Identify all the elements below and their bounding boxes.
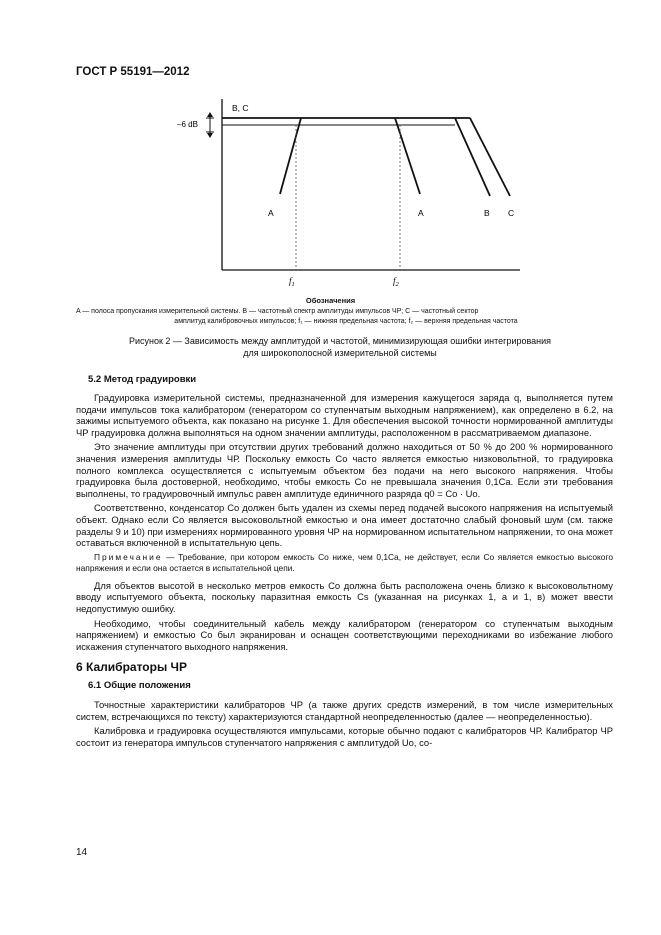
legend-line-1: A — полоса пропускания измерительной системы. B — частотный спектр амплитуды импульсов ЧР; C — частотный сектор: [76, 308, 479, 315]
section-6-1-paragraph-2: Калибровка и градуировка осуществляются импульсами, которые обычно подают с калибраторов ЧР. Калибратор ЧР состоит из генератора импульсов ступенчатого напряжения с амплитудой Uо, со-: [76, 725, 613, 749]
section-5-2-note: [76, 552, 613, 574]
curve-a-left: [280, 118, 301, 194]
section-6-1-heading: 6.1 Общие положения: [88, 680, 191, 692]
f2-label: $f_2$: [393, 276, 399, 288]
curve-b: [455, 118, 490, 196]
section-5-2-paragraph-1: Градуировка измерительной системы, предназначенной для измерения кажущегося заряда q, выполняется путем подачи импульсов тока калибратором (генератором со ступенчатым выходным напряжением), как определено в 6.2, на зажимы испытуемого объекта, как показано на рисунке 1. Для обеспечения высокой точности нормированной амплитуды ЧР градуировка должна выполняться на одном значении амплитуды, расположенном в рассматриваемом диапазоне.: [76, 392, 613, 438]
curve-c: [470, 118, 510, 196]
section-5-2-paragraph-3: Соответственно, конденсатор Cо должен быть удален из схемы перед подачей высокого напряжения на испытуемый объект. Однако если Cо является высоковольтной емкостью и она имеет достаточно слабый фоновый шум (см. также разделы 9 и 10) при измерениях нормированного уровня ЧР на нормированном испытательном напряжении, то она может оставаться включенной в испытательную цепь.: [76, 502, 613, 549]
legend-text: [76, 307, 616, 327]
note-label: Примечание: [94, 551, 163, 562]
section-5-2-heading: 5.2 Метод градуировки: [88, 374, 197, 385]
f1-label: $f_1$: [289, 276, 295, 288]
curve-label-a-right: A: [418, 208, 424, 218]
legend-title: Обозначения: [305, 296, 356, 305]
section-5-2-paragraph-2: Это значение амплитуды при отсутствии других требований должно находиться от 50 % до 200 % нормированного значения измерения амплитуды ЧР. Поскольку емкость Cо часто является емкостью низковольтной, то градуировка полного комплекса осуществляется с испытуемым объектом без подачи на него высокого напряжения. Чтобы градуировка была достоверной, необходимо, чтобы емкость Cо не превышала значения 0,1Ca. Если эти требования выполнены, то градуировочный импульс равен амплитуде единичного разряда q0 = Cо · Uо.: [76, 441, 613, 499]
figure-caption: [100, 335, 580, 359]
legend-line-2: амплитуд калибровочных импульсов; f₁ — нижняя предельная частота; f₂ — верхняя предельная частота: [174, 318, 518, 325]
section-5-2-paragraph-4: Для объектов высотой в несколько метров емкость Cо должна быть расположена очень близко к высоковольтному вводу испытуемого объекта, поскольку паразитная емкость Cs (указанная на рисунках 1, а и 1, в) может ввести недопустимую ошибку.: [76, 579, 613, 614]
section-6-heading: 6 Калибраторы ЧР: [76, 660, 187, 675]
curve-label-b: B: [484, 208, 490, 218]
curve-label-a-left: A: [268, 208, 274, 218]
y-axis-label: B, C: [232, 103, 249, 113]
figure-2-diagram: [0, 82, 661, 292]
curve-label-c: C: [508, 208, 515, 218]
note-text: — Требование, при котором емкость Cо ниже, чем 0,1Ca, не действует, если Cо является емкостью высокого напряжения и если она остается в испытательной цепи.: [76, 551, 613, 573]
document-header: ГОСТ Р 55191—2012: [76, 66, 190, 78]
section-5-2-paragraph-5: Необходимо, чтобы соединительный кабель между калибратором (генератором со ступенчатым выходным напряжением) и емкостью Cо был экранирован и оснащен соответствующими переходниками во избежание любого искажения ступенчатого выходного напряжения.: [76, 617, 613, 652]
main-content: [76, 374, 613, 752]
page-number: 14: [76, 847, 88, 858]
figure-caption-line-2: для широкополосной измерительной системы: [243, 348, 437, 358]
db-label: –6 dB: [177, 120, 198, 129]
section-6-1-paragraph-1: Точностные характеристики калибраторов ЧР (а также других средств измерений, в том числе измерительных систем, встречающихся по тексту) характеризуются стандартной неопределенностью (далее — неопределенностью).: [76, 699, 613, 722]
figure-caption-line-1: Рисунок 2 — Зависимость между амплитудой и частотой, минимизирующая ошибки интегрирования: [128, 336, 552, 346]
curve-a-right: [395, 118, 420, 194]
